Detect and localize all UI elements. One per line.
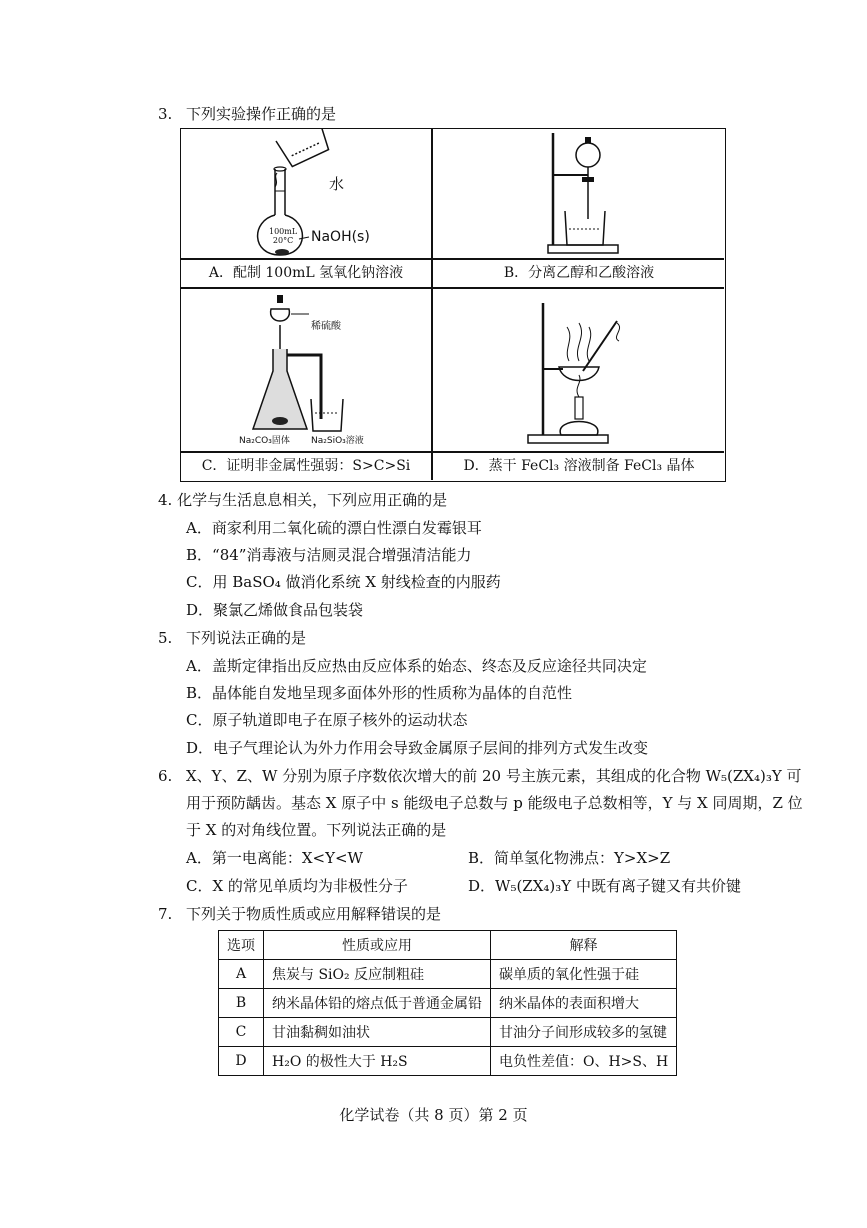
q5-stem: 下列说法正确的是	[186, 629, 307, 647]
table-header-option: 选项	[219, 931, 264, 960]
q5-option-a: A．盖斯定律指出反应热由反应体系的始态、终态及反应途径共同决定	[186, 657, 647, 675]
table-cell: 碳单质的氧化性强于硅	[491, 960, 677, 989]
panel-b-caption: B．分离乙醇和乙酸溶液	[503, 265, 655, 281]
q7-table	[218, 930, 677, 1076]
water-label: 水	[329, 175, 345, 193]
q4-stem: 4. 化学与生活息息相关，下列应用正确的是	[158, 491, 448, 509]
panel-c-caption: C．证明非金属性强弱：S>C>Si	[201, 458, 411, 474]
volumetric-flask-diagram	[181, 129, 431, 258]
panel-a-caption: A．配制 100mL 氢氧化钠溶液	[208, 265, 404, 281]
table-cell: A	[219, 960, 264, 989]
panel-c-apparatus	[181, 289, 431, 451]
evaporation-dish-diagram	[433, 289, 725, 451]
panel-d-caption-cell	[433, 453, 725, 480]
q6-stem-line2: 用于预防龋齿。基态 X 原子中 s 能级电子总数与 p 能级电子总数相等，Y 与 X 同周期，Z 位	[186, 794, 803, 812]
q5-option-d: D．电子气理论认为外力作用会导致金属原子层间的排列方式发生改变	[186, 739, 649, 757]
q3-figure-grid	[180, 128, 726, 482]
panel-d-caption: D．蒸干 FeCl₃ 溶液制备 FeCl₃ 晶体	[463, 458, 695, 474]
table-cell: 焦炭与 SiO₂ 反应制粗硅	[264, 960, 491, 989]
panel-c-caption-cell	[181, 453, 431, 480]
q5-option-c: C．原子轨道即电子在原子核外的运动状态	[186, 711, 468, 729]
q3-number: 3.	[158, 105, 173, 123]
panel-d-apparatus	[433, 289, 725, 451]
dilute-sulfuric-acid-label: 稀硫酸	[311, 321, 341, 332]
table-row	[219, 1047, 677, 1076]
table-header-property: 性质或应用	[264, 931, 491, 960]
q6-stem-line1: X、Y、Z、W 分别为原子序数依次增大的前 20 号主族元素，其组成的化合物 W₅(ZX₄)₃Y 可	[186, 767, 802, 785]
separatory-funnel-diagram	[433, 129, 725, 258]
table-cell: 纳米晶体的表面积增大	[491, 989, 677, 1018]
sodium-carbonate-label: Na₂CO₃固体	[239, 436, 290, 446]
table-cell: 甘油分子间形成较多的氢键	[491, 1018, 677, 1047]
table-cell: D	[219, 1047, 264, 1076]
flask-marking: 100mL 20°C	[269, 227, 298, 245]
q6-option-b: B．简单氢化物沸点：Y>X>Z	[468, 849, 671, 867]
panel-a-caption-cell	[181, 260, 431, 287]
table-cell: 甘油黏稠如油状	[264, 1018, 491, 1047]
naoh-label: NaOH(s)	[311, 229, 370, 245]
q4-option-c: C．用 BaSO₄ 做消化系统 X 射线检查的内服药	[186, 573, 501, 591]
panel-b-caption-cell	[433, 260, 725, 287]
table-cell: 电负性差值：O、H>S、H	[491, 1047, 677, 1076]
q6-option-d: D．W₅(ZX₄)₃Y 中既有离子键又有共价键	[468, 877, 741, 895]
q4-option-b: B．“84”消毒液与洁厕灵混合增强清洁能力	[186, 546, 472, 564]
table-cell: B	[219, 989, 264, 1018]
q6-option-a: A．第一电离能：X<Y<W	[186, 849, 363, 867]
table-header-explanation: 解释	[491, 931, 677, 960]
table-row	[219, 1018, 677, 1047]
q6-stem-line3: 于 X 的对角线位置。下列说法正确的是	[186, 821, 447, 839]
q4-option-a: A．商家利用二氧化硫的漂白性漂白发霉银耳	[186, 519, 482, 537]
q5-option-b: B．晶体能自发地呈现多面体外形的性质称为晶体的自范性	[186, 684, 573, 702]
acid-strength-apparatus-diagram	[181, 289, 431, 451]
q7-stem: 下列关于物质性质或应用解释错误的是	[186, 905, 442, 923]
panel-b-apparatus	[433, 129, 725, 258]
table-cell: C	[219, 1018, 264, 1047]
q7-number: 7.	[158, 905, 173, 923]
sodium-silicate-label: Na₂SiO₃溶液	[311, 436, 364, 446]
q4-option-d: D．聚氯乙烯做食品包装袋	[186, 601, 364, 619]
table-header-row	[219, 931, 677, 960]
table-cell: H₂O 的极性大于 H₂S	[264, 1047, 491, 1076]
q3-stem: 下列实验操作正确的是	[186, 105, 337, 123]
q5-number: 5.	[158, 629, 173, 647]
page-footer: 化学试卷（共 8 页）第 2 页	[339, 1106, 528, 1124]
table-cell: 纳米晶体铅的熔点低于普通金属铅	[264, 989, 491, 1018]
q6-number: 6.	[158, 767, 173, 785]
q6-option-c: C．X 的常见单质均为非极性分子	[186, 877, 408, 895]
table-row	[219, 989, 677, 1018]
panel-a-apparatus	[181, 129, 431, 258]
table-row	[219, 960, 677, 989]
